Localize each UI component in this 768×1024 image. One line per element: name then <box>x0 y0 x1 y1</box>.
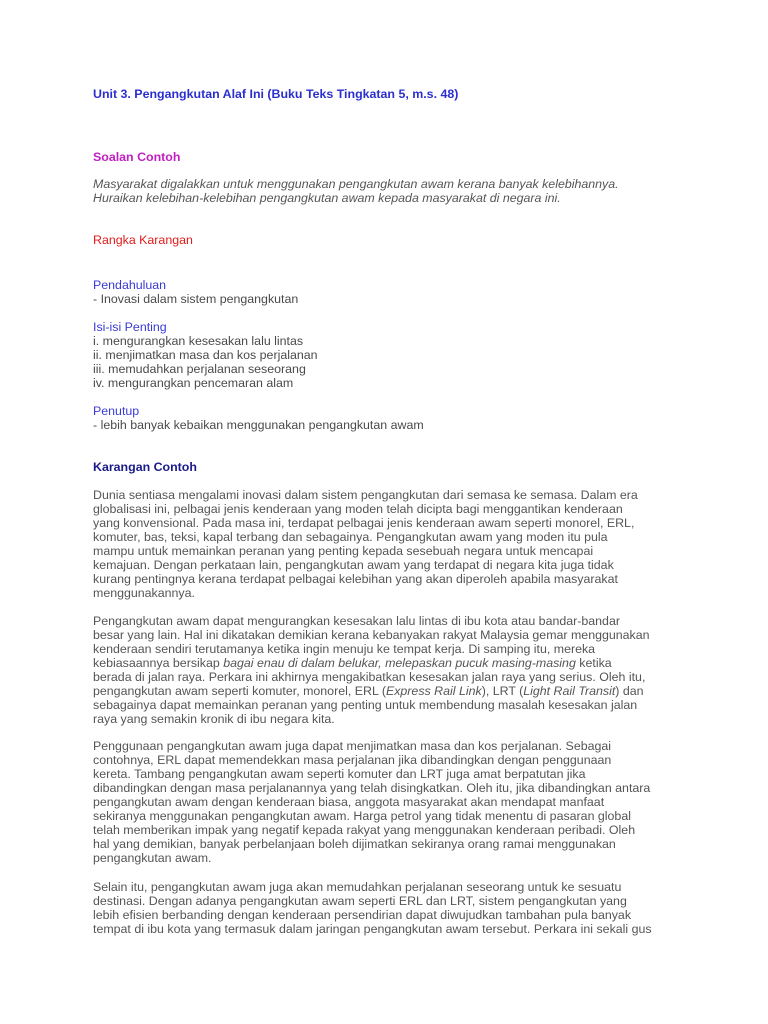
section-item: ii. menjimatkan masa dan kos perjalanan <box>93 348 318 362</box>
paragraph-2 <box>93 614 693 726</box>
paragraph-line: kurang pentingnya kerana terdapat pelbagai kelebihan yang akan diperoleh apabila masyarakat <box>93 572 618 586</box>
paragraph-line: hal yang demikian, banyak perbelanjaan boleh dijimatkan sekiranya orang ramai menggunakan <box>93 837 616 851</box>
paragraph-line: raya yang semakin kronik di ibu negara kita. <box>93 712 335 726</box>
text-run: pengangkutan awam seperti komuter, monorel, ERL ( <box>93 684 386 698</box>
paragraph-line: yang konvensional. Pada masa ini, terdapat pelbagai jenis kenderaan awam seperti monorel, ERL, <box>93 516 635 530</box>
text-run: kebiasaannya bersikap <box>93 656 224 670</box>
paragraph-4 <box>93 880 693 936</box>
paragraph-line: kenderaan sendiri terutamanya ketika ingin menuju ke tempat kerja. Di samping itu, mereka <box>93 642 596 656</box>
peribahasa-italic: bagai enau di dalam belukar, melepaskan pucuk masing-masing <box>223 656 576 670</box>
rangka-heading: Rangka Karangan <box>93 233 193 247</box>
paragraph-line: Pengangkutan awam dapat mengurangkan kesesakan lalu lintas di ibu kota atau bandar-bandar <box>93 614 620 628</box>
section-item: i. mengurangkan kesesakan lalu lintas <box>93 334 304 348</box>
soalan-line: Masyarakat digalakkan untuk menggunakan pengangkutan awam kerana banyak kelebihannya. <box>93 177 619 191</box>
paragraph-line: tempat di ibu kota yang termasuk dalam jaringan pengangkutan awam tersebut. Perkara ini sekali gus <box>93 922 652 936</box>
section-heading: Pendahuluan <box>93 278 167 292</box>
paragraph-line: contohnya, ERL dapat memendekkan masa perjalanan jika dibandingkan dengan penggunaan <box>93 753 612 767</box>
soalan-text <box>93 177 693 205</box>
section-item: - Inovasi dalam sistem pengangkutan <box>93 292 299 306</box>
paragraph-line: kereta. Tambang pengangkutan awam seperti komuter dan LRT juga amat berpatutan jika <box>93 767 586 781</box>
paragraph-3 <box>93 739 693 865</box>
paragraph-line: berada di jalan raya. Perkara ini akhirnya mengakibatkan kesesakan jalan raya yang serius. Oleh itu, <box>93 670 646 684</box>
paragraph-line: sebagainya dapat memainkan peranan yang penting untuk membendung masalah kesesakan jalan <box>93 698 638 712</box>
karangan-heading: Karangan Contoh <box>93 460 197 474</box>
paragraph-line: dibandingkan dengan masa perjalanannya yang telah disingkatkan. Oleh itu, jika dibandingkan antara <box>93 781 651 795</box>
paragraph-line: Penggunaan pengangkutan awam juga dapat menjimatkan masa dan kos perjalanan. Sebagai <box>93 739 612 753</box>
paragraph-1 <box>93 488 693 600</box>
paragraph-line: pengangkutan awam. <box>93 851 212 865</box>
paragraph-line: kemajuan. Dengan perkataan lain, pengangkutan awam yang terdapat di negara kita juga tidak <box>93 558 614 572</box>
paragraph-line: Dunia sentiasa mengalami inovasi dalam sistem pengangkutan dari semasa ke semasa. Dalam era <box>93 488 638 502</box>
paragraph-line: destinasi. Dengan adanya pengangkutan awam seperti ERL dan LRT, sistem pengangkutan yang <box>93 894 627 908</box>
section-penutup <box>93 404 693 432</box>
section-pendahuluan <box>93 278 693 306</box>
soalan-heading: Soalan Contoh <box>93 150 181 164</box>
paragraph-line: Selain itu, pengangkutan awam juga akan memudahkan perjalanan seseorang untuk ke sesuatu <box>93 880 622 894</box>
text-run: ), LRT ( <box>481 684 524 698</box>
unit-title: Unit 3. Pengangkutan Alaf Ini (Buku Teks Tingkatan 5, m.s. 48) <box>93 87 459 101</box>
paragraph-line: sekiranya menggunakan pengangkutan awam. Harga petrol yang tidak menentu di pasaran global <box>93 809 631 823</box>
paragraph-line: lebih efisien berbanding dengan kenderaan persendirian dapat diwujudkan tambahan pula banyak <box>93 908 632 922</box>
section-item: iv. mengurangkan pencemaran alam <box>93 376 294 390</box>
paragraph-line: menggunakannya. <box>93 586 195 600</box>
paragraph-line <box>93 656 693 670</box>
paragraph-line: pengangkutan awam dengan kenderaan biasa, anggota masyarakat akan mendapat manfaat <box>93 795 605 809</box>
section-item: iii. memudahkan perjalanan seseorang <box>93 362 306 376</box>
term-italic: Light Rail Transit <box>523 684 616 698</box>
term-italic: Express Rail Link <box>385 684 482 698</box>
paragraph-line: mampu untuk memainkan peranan yang penting kepada sesebuah negara untuk mencapai <box>93 544 594 558</box>
section-isi-penting <box>93 320 693 390</box>
paragraph-line <box>93 684 693 698</box>
paragraph-line: komuter, bas, teksi, kapal terbang dan sebagainya. Pengangkutan awam yang moden itu pula <box>93 530 608 544</box>
section-heading: Isi-isi Penting <box>93 320 167 334</box>
paragraph-line: globalisasi ini, pelbagai jenis kenderaan yang moden telah dicipta bagi menggantikan kenderaan <box>93 502 623 516</box>
text-run: ketika <box>575 656 612 670</box>
paragraph-line: telah memberikan impak yang negatif kepada rakyat yang menggunakan kenderaan peribadi. Oleh <box>93 823 636 837</box>
soalan-line: Huraikan kelebihan-kelebihan pengangkutan awam kepada masyarakat di negara ini. <box>93 191 561 205</box>
section-heading: Penutup <box>93 404 140 418</box>
text-run: ) dan <box>615 684 644 698</box>
section-item: - lebih banyak kebaikan menggunakan pengangkutan awam <box>93 418 424 432</box>
paragraph-line: besar yang lain. Hal ini dikatakan demikian kerana kebanyakan rakyat Malaysia gemar menggunakan <box>93 628 650 642</box>
